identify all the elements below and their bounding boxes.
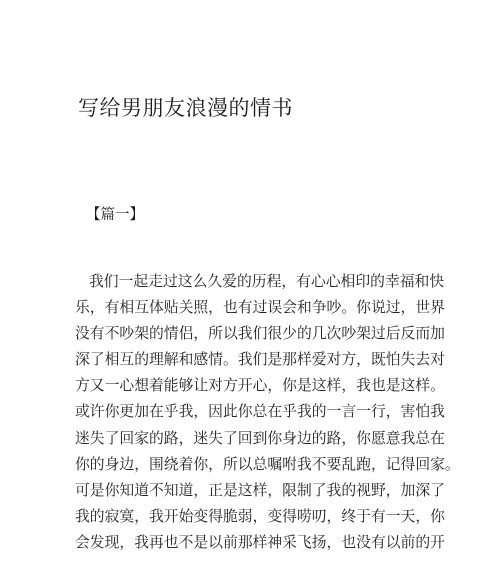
body-line: 你的身边，围绕着你，所以总嘱咐我不要乱跑，记得回家。 [75,455,460,473]
body-line: 会发现，我再也不是以前那样神采飞扬，也没有以前的开 [75,533,445,551]
body-line: 我的寂寞，我开始变得脆弱，变得唠叨，终于有一天，你 [75,507,445,525]
body-line: 迷失了回家的路，迷失了回到你身边的路，你愿意我总在 [75,429,445,447]
document-title: 写给男朋友浪漫的情书 [78,96,293,120]
body-line: 没有不吵架的情侣，所以我们很少的几次吵架过后反而加 [75,325,445,343]
body-line: 或许你更加在乎我，因此你总在乎我的一言一行，害怕我 [75,403,445,421]
body-line: 可是你知道不知道，正是这样，限制了我的视野，加深了 [75,481,445,499]
body-text [75,269,495,556]
body-line: 深了相互的理解和感情。我们是那样爱对方，既怕失去对 [75,351,445,369]
body-line: 方又一心想着能够让对方开心，你是这样，我也是这样。 [75,377,445,395]
body-line: 乐，有相互体贴关照，也有过误会和争吵。你说过，世界 [75,299,445,317]
body-line: 我们一起走过这么久爱的历程，有心心相印的幸福和快 [89,273,445,290]
section-heading: 【篇一】 [86,207,144,223]
